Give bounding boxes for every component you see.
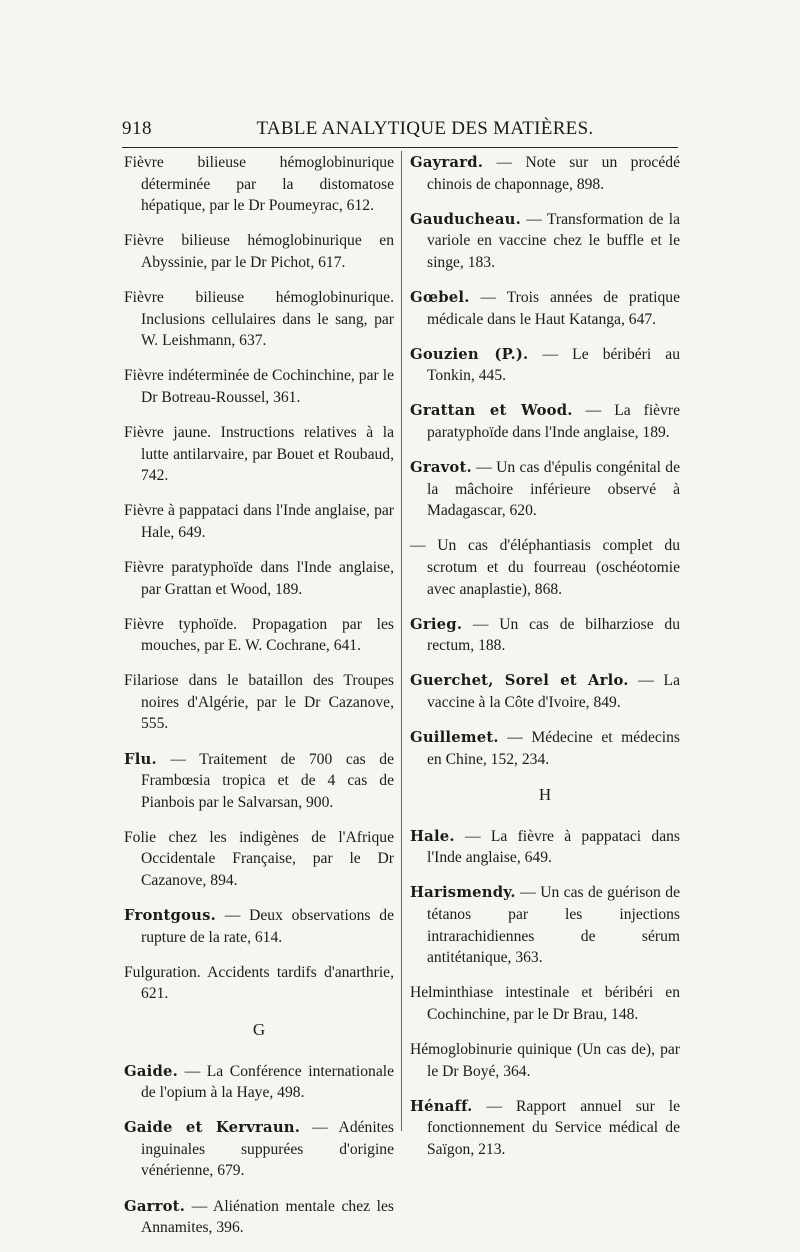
page-header <box>122 112 678 146</box>
entry-text: Fièvre bilieuse hémoglobinurique. Inclusions cellulaires dans le sang, par W. Leishmann, 637. <box>124 288 394 350</box>
entry-text: — Adénites inguinales suppurées d'origine vénérienne, 679. <box>141 1119 394 1180</box>
index-entry <box>124 614 394 657</box>
entry-text: Fièvre bilieuse hémoglobinurique déterminée par la distomatose hépatique, par le Dr Poumeyrac, 612. <box>124 154 394 215</box>
entry-text: Hémoglobinurie quinique (Un cas de), par le Dr Boyé, 364. <box>410 1041 680 1080</box>
index-entry <box>410 727 680 770</box>
entry-text: Folie chez les indigènes de l'Afrique Occidentale Française, par le Dr Cazanove, 894. <box>124 828 394 890</box>
entry-author: Gouzien (P.). <box>410 345 529 363</box>
entry-author: Gaide. <box>124 1062 178 1080</box>
page-number: 918 <box>122 118 152 139</box>
entry-text: — La vaccine à la Côte d'Ivoire, 849. <box>427 672 680 711</box>
entry-text: — Aliénation mentale chez les Annamites, 396. <box>141 1197 394 1237</box>
index-entry <box>124 1196 394 1239</box>
entry-text: — Rapport annuel sur le fonctionnement du Service médical de Saïgon, 213. <box>427 1097 680 1158</box>
index-entry <box>124 365 394 408</box>
index-entry <box>410 982 680 1025</box>
entry-text: Fièvre bilieuse hémoglobinurique en Abyssinie, par le Dr Pichot, 617. <box>124 232 394 271</box>
entry-author: Gaide et Kervraun. <box>124 1119 301 1137</box>
entry-text: — La Conférence internationale de l'opium à la Haye, 498. <box>141 1062 394 1102</box>
entry-author: Flu. <box>124 750 157 768</box>
index-entry <box>124 1061 394 1104</box>
entry-author: Grattan et Wood. <box>410 402 573 420</box>
entry-author: Hénaff. <box>410 1097 473 1115</box>
entry-author: Guerchet, Sorel et Arlo. <box>410 672 629 690</box>
entry-author: Gravot. <box>410 459 472 477</box>
running-title: TABLE ANALYTIQUE DES MATIÈRES. <box>256 118 594 139</box>
index-entry <box>124 230 394 273</box>
index-entry <box>410 614 680 657</box>
right-h-entries <box>410 826 680 1161</box>
entry-author: Grieg. <box>410 615 463 633</box>
entry-text: — Le béribéri au Tonkin, 445. <box>427 345 680 385</box>
entry-author: Gayrard. <box>410 154 484 171</box>
index-entry <box>410 400 680 443</box>
entry-text: — Un cas de guérison de tétanos par les injections intrarachidiennes de sérum antitétanique, 363. <box>427 884 680 967</box>
right-entries <box>410 152 680 770</box>
index-entry <box>410 1039 680 1082</box>
entry-text: — Un cas de bilharziose du rectum, 188. <box>427 615 680 655</box>
index-entry <box>410 287 680 330</box>
entry-author: Garrot. <box>124 1197 186 1215</box>
entry-text: Fulguration. Accidents tardifs d'anarthrie, 621. <box>124 963 394 1003</box>
right-column <box>410 152 680 1174</box>
index-entry <box>410 1096 680 1161</box>
index-entry <box>124 1117 394 1182</box>
entry-text: — Transformation de la variole en vaccine chez le buffle et le singe, 183. <box>427 210 680 271</box>
entry-text: Helminthiase intestinale et béribéri en Cochinchine, par le Dr Brau, 148. <box>410 984 680 1023</box>
index-entry <box>124 287 394 352</box>
index-entry <box>410 535 680 600</box>
entry-author: Hale. <box>410 827 455 845</box>
entry-text: — Trois années de pratique médicale dans le Haut Katanga, 647. <box>427 288 680 328</box>
index-entry <box>410 152 680 195</box>
index-entry <box>410 826 680 869</box>
index-entry <box>124 422 394 487</box>
index-entry <box>410 209 680 274</box>
entry-text: — Deux observations de rupture de la rate, 614. <box>141 907 394 946</box>
entry-author: Frontgous. <box>124 907 216 925</box>
index-entry <box>124 749 394 814</box>
entry-author: Guillemet. <box>410 728 499 746</box>
index-entry <box>124 962 394 1005</box>
section-letter-g: G <box>252 1020 266 1039</box>
index-entry <box>124 500 394 543</box>
left-column <box>124 152 394 1252</box>
entry-text: — Note sur un procédé chinois de chaponnage, 898. <box>427 154 680 193</box>
index-entry <box>124 670 394 735</box>
left-g-entries <box>124 1061 394 1239</box>
entry-text: Filariose dans le bataillon des Troupes noires d'Algérie, par le Dr Cazanove, 555. <box>124 672 394 733</box>
entry-text: — Médecine et médecins en Chine, 152, 234. <box>427 728 680 768</box>
entry-text: — La fièvre paratyphoïde dans l'Inde anglaise, 189. <box>427 402 680 441</box>
entry-author: Gauducheau. <box>410 210 521 228</box>
index-entry <box>410 457 680 522</box>
entry-text: Fièvre typhoïde. Propagation par les mouches, par E. W. Cochrane, 641. <box>124 615 394 655</box>
column-divider <box>401 151 402 1131</box>
header-rule <box>122 147 678 148</box>
index-entry <box>124 557 394 600</box>
entry-text: Fièvre paratyphoïde dans l'Inde anglaise, par Grattan et Wood, 189. <box>124 558 394 598</box>
index-entry <box>410 670 680 713</box>
index-entry <box>124 152 394 217</box>
index-entry <box>410 882 680 968</box>
left-entries <box>124 152 394 1005</box>
entry-text: — Un cas d'épulis congénital de la mâchoire inférieure observé à Madagascar, 620. <box>427 459 680 520</box>
entry-text: Fièvre à pappataci dans l'Inde anglaise, par Hale, 649. <box>124 502 394 541</box>
index-entry <box>410 344 680 387</box>
entry-author: Gœbel. <box>410 288 470 306</box>
section-letter-h: H <box>538 785 552 805</box>
index-entry <box>124 827 394 892</box>
entry-text: — La fièvre à pappataci dans l'Inde anglaise, 649. <box>427 827 680 867</box>
index-entry <box>124 905 394 948</box>
entry-text: Fièvre jaune. Instructions relatives à la lutte antilarvaire, par Bouet et Roubaud, 742. <box>124 423 394 485</box>
entry-text: — Un cas d'éléphantiasis complet du scrotum et du fourreau (oschéotomie avec anaplastie), 868. <box>410 537 680 598</box>
entry-text: — Traitement de 700 cas de Frambœsia tropica et de 4 cas de Pianbois par le Salvarsan, 900. <box>141 750 394 811</box>
entry-text: Fièvre indéterminée de Cochinchine, par le Dr Botreau-Roussel, 361. <box>124 367 394 406</box>
entry-author: Harismendy. <box>410 884 516 902</box>
